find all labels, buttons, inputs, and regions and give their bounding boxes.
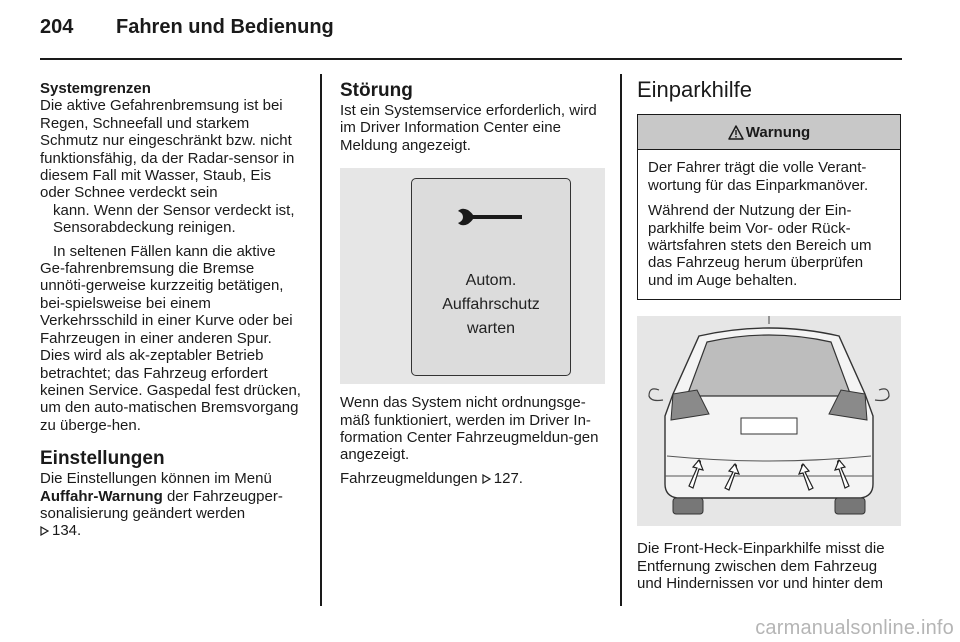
page-header (40, 16, 334, 39)
page-number: 204 (40, 16, 74, 38)
dic-display (411, 178, 571, 376)
header-rule (40, 58, 902, 60)
einparkhilfe-text: Die Front-Heck-Einparkhilfe misst die Entfernung zwischen dem Fahrzeug und Hindernissen vor und hinter dem (637, 540, 885, 593)
page-ref-127[interactable]: 127. (493, 469, 523, 487)
column-1 (40, 80, 304, 540)
column-divider-1 (320, 74, 322, 606)
menu-name: Auffahr-Warnung (40, 487, 163, 505)
warning-header (638, 115, 900, 150)
chapter-title: Fahren und Bedienung (116, 16, 334, 38)
systemgrenzen-text: Die aktive Gefahrenbremsung ist bei Regen, Schneefall und starkem Schmutz nur eingeschränkt bzw. nicht funktionsfähig, da der Radar-sensor in diesem Fall mit Wasser, Staub, Eis oder Schnee verdeckt sein (40, 97, 295, 202)
wrench-icon (456, 207, 524, 227)
systemgrenzen-text-cont: kann. Wenn der Sensor verdeckt ist, Sensorabdeckung reinigen. (53, 201, 295, 237)
paragraph-2: In seltenen Fällen kann die aktive Ge-fahrenbremsung die Bremse unnöti-gerweise kurzzeitig betätigen, bei-spielsweise bei einem Verkehrsschild in einer Kurve oder bei Fahrzeugen in einer anderen Spur. Dies wird als ak-zeptabler Betrieb betrachtet; das Fahrzeug erfordert keinen Service. Gaspedal fest drücken, um den auto-matischen Bremsvorgang zu überge-hen. (40, 242, 301, 434)
einstellungen-text (40, 470, 304, 540)
einstellungen-heading: Einstellungen (40, 448, 165, 470)
page-ref-arrow-icon (40, 526, 49, 536)
page-ref-arrow-icon (482, 474, 491, 484)
einstellungen-text-1: Die Einstellungen können im Menü (40, 470, 272, 488)
rear-parking-sensor-figure (637, 316, 901, 526)
vehicle-messages-label: Fahrzeugmeldungen (340, 469, 478, 487)
column-divider-2 (620, 74, 622, 606)
car-rear-illustration (637, 316, 901, 526)
display-line-2: Auffahrschutz (442, 296, 540, 314)
warning-text-1: Der Fahrer trägt die volle Verant-wortung für das Einparkmanöver. (648, 159, 869, 194)
stoerung-text: Ist ein Systemservice erforderlich, wird im Driver Information Center eine Meldung angezeigt. (340, 102, 597, 154)
display-line-1: Autom. (465, 272, 517, 290)
warning-label: Warnung (745, 124, 811, 141)
display-message (412, 269, 570, 341)
warning-triangle-icon (728, 125, 744, 140)
dic-display-figure (340, 168, 605, 384)
vehicle-messages-ref (340, 470, 605, 487)
watermark: carmanualsonline.info (755, 617, 954, 639)
warning-box (637, 114, 901, 300)
systemgrenzen-heading: Systemgrenzen (40, 80, 151, 97)
column-2 (340, 80, 605, 487)
column-3 (637, 76, 901, 592)
einparkhilfe-heading: Einparkhilfe (637, 77, 752, 102)
warning-body (638, 150, 900, 299)
display-line-3: warten (466, 320, 516, 338)
page-ref-134[interactable]: 134. (52, 522, 82, 540)
einstellungen-text-2: der Fahrzeugper-sonalisierung geändert werden (40, 487, 283, 522)
stoerung-heading: Störung (340, 80, 413, 101)
warning-text-2: Während der Nutzung der Ein-parkhilfe beim Vor- oder Rück-wärtsfahren stets den Bereich um das Fahrzeug herum überprüfen und im Auge behalten. (648, 202, 872, 289)
stoerung-text-2: Wenn das System nicht ordnungsge-mäß funktioniert, werden im Driver In-formation Center Fahrzeugmeldun-gen angezeigt. (340, 394, 599, 464)
